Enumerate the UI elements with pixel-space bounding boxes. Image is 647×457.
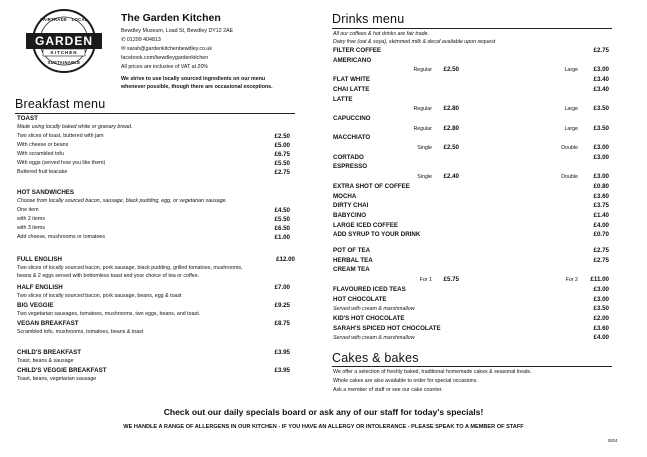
drink-price: £2.75 bbox=[593, 256, 609, 264]
drink-size-price: £5.75 bbox=[443, 276, 459, 284]
cakes-rule bbox=[332, 366, 612, 367]
drink-name: FLAT WHITE bbox=[333, 76, 371, 84]
vat-note: All prices are inclusive of VAT at 20% bbox=[121, 64, 209, 70]
vegan-desc: Scrambled tofu, mushrooms, tomatoes, beans & toast bbox=[17, 329, 144, 335]
drink-name: MOCHA bbox=[333, 192, 357, 200]
drink-name: HERBAL TEA bbox=[333, 256, 373, 264]
sandwiches-heading: HOT SANDWICHES bbox=[17, 189, 75, 196]
drink-name: MACCHIATO bbox=[333, 134, 371, 142]
sandwiches-desc: Choose from locally sourced bacon, sausage, black pudding, egg, or vegetarian sausage. bbox=[17, 198, 227, 204]
childs-desc: Toast, beans & sausage bbox=[17, 358, 74, 364]
drink-size-price: £2.40 bbox=[443, 173, 459, 181]
drink-price: £2.00 bbox=[593, 314, 609, 322]
drink-price: £3.00 bbox=[593, 295, 609, 303]
cakes-line-1: We offer a selection of freshly baked, traditional homemade cakes & seasonal treats. bbox=[333, 369, 532, 375]
toast-item-price: £6.75 bbox=[274, 151, 290, 158]
cakes-title: Cakes & bakes bbox=[332, 351, 419, 365]
phone-icon: ✆ bbox=[121, 37, 127, 43]
drink-size-label: Single bbox=[417, 145, 432, 151]
drinks-note-2: Dairy free (oat & soya), skimmed milk & decaf available upon request bbox=[333, 39, 496, 45]
toast-desc: Made using locally baked white or granary bread. bbox=[17, 124, 133, 130]
drink-subnote: Served with cream & marshmallow bbox=[333, 306, 415, 313]
drink-name: CREAM TEA bbox=[333, 266, 370, 274]
sandwich-item-name: with 2 items bbox=[17, 216, 45, 222]
half-english-desc: Two slices of locally sourced bacon, pork sausage, beans, egg & toast bbox=[17, 293, 182, 299]
strive-note-1: We strive to use locally sourced ingredients on our menu bbox=[121, 76, 266, 82]
half-english-heading: HALF ENGLISH bbox=[17, 284, 63, 291]
logo-name: GARDEN bbox=[34, 34, 93, 48]
childs-price: £3.95 bbox=[274, 349, 290, 356]
facebook-link[interactable]: facebook.com/bewdleygardenkitchen bbox=[121, 55, 209, 61]
big-veggie-desc: Two vegetarian sausages, tomatoes, mushrooms, two eggs, beans, and toast. bbox=[17, 311, 201, 317]
drink-size-label: Single bbox=[417, 174, 432, 181]
drink-name: ADD SYRUP TO YOUR DRINK bbox=[333, 231, 421, 239]
childs-veggie-heading: CHILD'S VEGGIE BREAKFAST bbox=[17, 367, 107, 374]
drink-size-label: For 1 bbox=[419, 277, 432, 284]
sandwich-item-price: £1.00 bbox=[274, 234, 290, 241]
drink-size-price: £2.80 bbox=[443, 124, 459, 132]
drink-name: POT OF TEA bbox=[333, 247, 371, 254]
toast-item-name: Two slices of toast, buttered with jam bbox=[17, 133, 104, 139]
drink-subnote: Served with cream & marshmallow bbox=[333, 335, 415, 342]
drink-size-label: Double bbox=[561, 174, 578, 181]
drink-size-label: Regular bbox=[413, 125, 432, 132]
full-english-heading: FULL ENGLISH bbox=[17, 256, 62, 263]
full-english-desc-1: Two slices of locally sourced bacon, pork sausage, black pudding, grilled tomatoes, mushrooms, bbox=[17, 265, 243, 271]
toast-item-price: £5.50 bbox=[274, 160, 290, 167]
drink-price: £0.80 bbox=[593, 182, 609, 190]
drink-size-label: Double bbox=[561, 145, 578, 151]
email[interactable]: sarah@gardenkitchenbewdley.co.uk bbox=[126, 46, 212, 52]
toast-item-name: With eggs (served how you like them) bbox=[17, 160, 106, 166]
allergen-notice: WE HANDLE A RANGE OF ALLERGENS IN OUR KITCHEN - IF YOU HAVE AN ALLERGY OR INTOLERANCE - PLEASE SPEAK TO A MEMBER OF STAFF bbox=[123, 424, 524, 430]
phone: 01299 404813 bbox=[126, 37, 161, 43]
toast-item-price: £2.50 bbox=[274, 133, 290, 140]
drink-price: £3.40 bbox=[593, 85, 609, 93]
full-english-desc-2: beans & 2 eggs served with bottomless toast and your choice of tea or coffee. bbox=[17, 273, 200, 279]
logo-sub: KITCHEN bbox=[50, 50, 78, 55]
drink-name: CHAI LATTE bbox=[333, 85, 370, 93]
drink-name: LARGE ICED COFFEE bbox=[333, 221, 398, 229]
drink-size-label: Large bbox=[564, 67, 578, 74]
logo-top-text: FAIRTRADE · LOCAL bbox=[40, 17, 88, 22]
big-veggie-price: £9.25 bbox=[274, 302, 290, 309]
big-veggie-heading: BIG VEGGIE bbox=[17, 302, 54, 309]
drink-name: CAPUCCINO bbox=[333, 114, 371, 122]
drink-price: £0.70 bbox=[593, 231, 609, 239]
drinks-title: Drinks menu bbox=[332, 12, 405, 26]
drink-name: HOT CHOCOLATE bbox=[333, 295, 387, 303]
menu-code: 0824 bbox=[608, 438, 618, 443]
drink-price: £2.75 bbox=[593, 47, 609, 54]
drink-size-label: Large bbox=[564, 125, 578, 132]
vegan-price: £8.75 bbox=[274, 320, 290, 327]
toast-item-price: £2.75 bbox=[274, 169, 290, 176]
drink-size-label: Large bbox=[564, 106, 578, 113]
drink-price: £1.40 bbox=[593, 211, 609, 219]
drink-size-price: £3.50 bbox=[593, 124, 609, 132]
drink-price: £3.75 bbox=[593, 202, 609, 210]
drinks-note-1: All our coffees & hot drinks are fair trade. bbox=[333, 31, 429, 37]
drink-price: £4.00 bbox=[593, 334, 609, 342]
toast-heading: TOAST bbox=[17, 115, 38, 122]
breakfast-title: Breakfast menu bbox=[15, 97, 106, 111]
drink-name: AMERICANO bbox=[333, 56, 372, 64]
drinks-rule bbox=[332, 28, 612, 29]
sandwich-item-name: Add cheese, mushrooms or tomatoes bbox=[17, 234, 106, 240]
drink-name: LATTE bbox=[333, 95, 353, 103]
breakfast-rule bbox=[15, 113, 295, 114]
drink-size-price: £3.00 bbox=[593, 66, 609, 74]
email-icon: ✉ bbox=[121, 46, 127, 52]
half-english-price: £7.00 bbox=[274, 284, 290, 291]
drink-size-price: £11.00 bbox=[590, 276, 609, 284]
drink-price: £3.00 bbox=[593, 285, 609, 293]
logo bbox=[22, 8, 106, 74]
drink-size-label: Regular bbox=[413, 67, 432, 74]
cakes-line-2: Whole cakes are also available to order for special occasions. bbox=[333, 378, 478, 384]
childs-heading: CHILD'S BREAKFAST bbox=[17, 349, 82, 356]
drink-name: ESPRESSO bbox=[333, 163, 368, 171]
drink-price: £3.00 bbox=[593, 153, 609, 161]
drink-price: £3.60 bbox=[593, 324, 609, 332]
cakes-line-3: Ask a member of staff or see our cake counter. bbox=[333, 387, 443, 393]
drink-size-price: £2.50 bbox=[443, 144, 459, 151]
drink-size-price: £2.80 bbox=[443, 105, 459, 113]
drink-name: CORTADO bbox=[333, 153, 364, 161]
drink-price: £2.75 bbox=[593, 247, 609, 254]
sandwich-item-name: One item bbox=[17, 207, 39, 213]
drink-price: £4.00 bbox=[593, 221, 609, 229]
drink-size-price: £2.50 bbox=[443, 66, 459, 74]
restaurant-title: The Garden Kitchen bbox=[121, 12, 221, 24]
drink-name: KID'S HOT CHOCOLATE bbox=[333, 314, 405, 322]
strive-note-2: whenever possible, though there are occasional exceptions. bbox=[121, 84, 273, 90]
childs-veggie-desc: Toast, beans, vegetarian sausage bbox=[17, 376, 97, 382]
drink-name: DIRTY CHAI bbox=[333, 202, 369, 210]
toast-item-price: £5.00 bbox=[274, 142, 290, 149]
childs-veggie-price: £3.95 bbox=[274, 367, 290, 374]
logo-bottom-text: SUSTAINABLE bbox=[47, 60, 81, 65]
drink-name: EXTRA SHOT OF COFFEE bbox=[333, 182, 410, 190]
sandwich-item-price: £4.50 bbox=[274, 207, 290, 214]
specials-banner: Check out our daily specials board or ask any of our staff for today's specials! bbox=[163, 407, 484, 417]
toast-item-name: Buttered fruit teacake bbox=[17, 169, 68, 175]
address: Bewdley Museum, Load St, Bewdley DY12 2AE bbox=[121, 28, 234, 34]
drink-price: £3.60 bbox=[593, 192, 609, 200]
drink-size-price: £3.00 bbox=[593, 144, 609, 151]
vegan-heading: VEGAN BREAKFAST bbox=[17, 320, 79, 327]
sandwich-item-name: with 3 items bbox=[17, 225, 45, 231]
drink-price: £3.50 bbox=[593, 305, 609, 313]
sandwich-item-price: £5.50 bbox=[274, 216, 290, 223]
email-line[interactable] bbox=[121, 46, 212, 54]
drink-size-label: For 2 bbox=[565, 277, 578, 284]
toast-item-name: With cheese or beans bbox=[17, 142, 69, 148]
drink-size-price: £3.00 bbox=[593, 173, 609, 181]
toast-item-name: With scrambled tofu bbox=[17, 151, 64, 157]
drink-name: BABYCINO bbox=[333, 211, 367, 219]
drink-name: FILTER COFFEE bbox=[333, 47, 382, 54]
drink-price: £3.40 bbox=[593, 76, 609, 84]
full-english-price: £12.00 bbox=[276, 256, 295, 263]
drink-name: FLAVOURED ICED TEAS bbox=[333, 285, 406, 293]
drink-name: SARAH'S SPICED HOT CHOCOLATE bbox=[333, 324, 441, 332]
drink-size-price: £3.50 bbox=[593, 105, 609, 113]
phone-line bbox=[121, 37, 161, 45]
drink-size-label: Regular bbox=[413, 106, 432, 113]
sandwich-item-price: £6.50 bbox=[274, 225, 290, 232]
